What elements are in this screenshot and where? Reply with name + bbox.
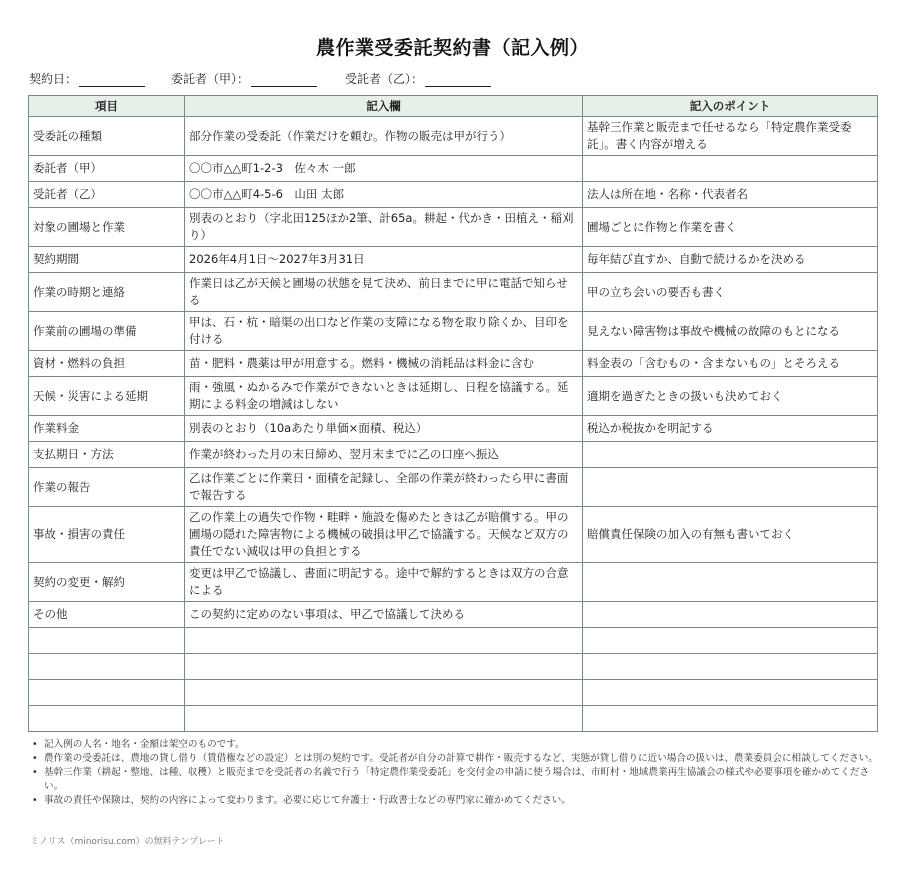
row-item-cell[interactable]: 受託者（乙） bbox=[29, 182, 185, 208]
footer-credit: ミノリス（minorisu.com）の無料テンプレート bbox=[30, 837, 225, 847]
table-row bbox=[29, 680, 878, 706]
table-row bbox=[29, 442, 878, 468]
row-point-cell[interactable] bbox=[583, 468, 878, 507]
contract-date-field[interactable] bbox=[29, 70, 145, 87]
row-entry-cell[interactable]: 雨・強風・ぬかるみで作業ができないときは延期し、日程を協議する。延期による料金の増減はしない bbox=[185, 377, 583, 416]
row-item-cell[interactable] bbox=[29, 706, 185, 732]
row-point-cell[interactable] bbox=[583, 563, 878, 602]
row-entry-cell[interactable]: 作業が終わった月の末日締め、翌月末までに乙の口座へ振込 bbox=[185, 442, 583, 468]
bullet-icon: • bbox=[32, 739, 38, 750]
table-row bbox=[29, 628, 878, 654]
table-row bbox=[29, 377, 878, 416]
table-row bbox=[29, 208, 878, 247]
row-entry-cell[interactable]: 別表のとおり（字北田125ほか2筆、計65a。耕起・代かき・田植え・稲刈り） bbox=[185, 208, 583, 247]
row-item-cell[interactable]: 支払期日・方法 bbox=[29, 442, 185, 468]
row-item-cell[interactable]: 天候・災害による延期 bbox=[29, 377, 185, 416]
row-item-cell[interactable] bbox=[29, 680, 185, 706]
table-row bbox=[29, 654, 878, 680]
row-item-cell[interactable]: 契約の変更・解約 bbox=[29, 563, 185, 602]
row-point-cell[interactable] bbox=[583, 628, 878, 654]
table-row bbox=[29, 563, 878, 602]
row-entry-cell[interactable]: 苗・肥料・農薬は甲が用意する。燃料・機械の消耗品は料金に含む bbox=[185, 351, 583, 377]
contractor-blank[interactable] bbox=[425, 73, 491, 87]
table-row bbox=[29, 156, 878, 182]
row-item-cell[interactable]: 作業の時期と連絡 bbox=[29, 273, 185, 312]
row-point-cell[interactable]: 料金表の「含むもの・含まないもの」とそろえる bbox=[583, 351, 878, 377]
table-row bbox=[29, 182, 878, 208]
contract-date-label: 契約日： bbox=[29, 72, 78, 86]
table-row bbox=[29, 706, 878, 732]
row-item-cell[interactable] bbox=[29, 654, 185, 680]
row-entry-cell[interactable] bbox=[185, 706, 583, 732]
row-entry-cell[interactable] bbox=[185, 628, 583, 654]
header-item: 項目 bbox=[29, 96, 185, 117]
note-text: 記入例の人名・地名・金額は架空のものです。 bbox=[44, 739, 245, 750]
row-entry-cell[interactable]: 乙の作業上の過失で作物・畦畔・施設を傷めたときは乙が賠償する。甲の圃場の隠れた障害物による機械の破損は甲乙で協議する。天候など双方の責任でない減収は甲の負担とする bbox=[185, 507, 583, 563]
notes-list bbox=[30, 738, 880, 808]
row-entry-cell[interactable]: 〇〇市△△町4-5-6 山田 太郎 bbox=[185, 182, 583, 208]
note-text: 事故の責任や保険は、契約の内容によって変わります。必要に応じて弁護士・行政書士などの専門家に確かめてください。 bbox=[44, 795, 571, 806]
table-body bbox=[29, 117, 878, 732]
contract-table bbox=[28, 95, 878, 732]
table-row bbox=[29, 273, 878, 312]
note-item bbox=[30, 794, 880, 808]
row-point-cell[interactable] bbox=[583, 156, 878, 182]
client-label: 委託者（甲）： bbox=[171, 72, 250, 86]
row-item-cell[interactable] bbox=[29, 628, 185, 654]
bullet-icon: • bbox=[32, 753, 38, 764]
row-entry-cell[interactable]: 別表のとおり（10aあたり単価×面積、税込） bbox=[185, 416, 583, 442]
header-point: 記入のポイント bbox=[583, 96, 878, 117]
table-row bbox=[29, 416, 878, 442]
contract-date-blank[interactable] bbox=[79, 73, 145, 87]
row-point-cell[interactable]: 基幹三作業と販売まで任せるなら「特定農作業受委託」。書く内容が増える bbox=[583, 117, 878, 156]
row-entry-cell[interactable]: 変更は甲乙で協議し、書面に明記する。途中で解約するときは双方の合意による bbox=[185, 563, 583, 602]
row-point-cell[interactable]: 適期を過ぎたときの扱いも決めておく bbox=[583, 377, 878, 416]
row-point-cell[interactable]: 法人は所在地・名称・代表者名 bbox=[583, 182, 878, 208]
note-text: 農作業の受委託は、農地の貸し借り（賃借権などの設定）とは別の契約です。受託者が自分の計算で耕作・販売するなど、実態が貸し借りに近い場合の扱いは、農業委員会に相談してください。 bbox=[44, 753, 878, 764]
table-row bbox=[29, 312, 878, 351]
row-point-cell[interactable] bbox=[583, 442, 878, 468]
row-item-cell[interactable]: 対象の圃場と作業 bbox=[29, 208, 185, 247]
note-item bbox=[30, 738, 880, 752]
row-point-cell[interactable] bbox=[583, 602, 878, 628]
row-point-cell[interactable]: 見えない障害物は事故や機械の故障のもとになる bbox=[583, 312, 878, 351]
row-point-cell[interactable] bbox=[583, 706, 878, 732]
row-entry-cell[interactable]: 部分作業の受委託（作業だけを頼む。作物の販売は甲が行う） bbox=[185, 117, 583, 156]
row-entry-cell[interactable]: 乙は作業ごとに作業日・面積を記録し、全部の作業が終わったら甲に書面で報告する bbox=[185, 468, 583, 507]
row-point-cell[interactable]: 賠償責任保険の加入の有無も書いておく bbox=[583, 507, 878, 563]
document-title: 農作業受委託契約書（記入例） bbox=[315, 37, 589, 59]
row-entry-cell[interactable]: 2026年4月1日〜2027年3月31日 bbox=[185, 247, 583, 273]
client-blank[interactable] bbox=[251, 73, 317, 87]
table-row bbox=[29, 351, 878, 377]
row-item-cell[interactable]: 作業料金 bbox=[29, 416, 185, 442]
row-entry-cell[interactable]: 甲は、石・杭・暗渠の出口など作業の支障になる物を取り除くか、目印を付ける bbox=[185, 312, 583, 351]
table-row bbox=[29, 602, 878, 628]
row-entry-cell[interactable]: 作業日は乙が天候と圃場の状態を見て決め、前日までに甲に電話で知らせる bbox=[185, 273, 583, 312]
row-point-cell[interactable] bbox=[583, 680, 878, 706]
note-item bbox=[30, 766, 880, 794]
row-point-cell[interactable]: 圃場ごとに作物と作業を書く bbox=[583, 208, 878, 247]
row-entry-cell[interactable]: この契約に定めのない事項は、甲乙で協議して決める bbox=[185, 602, 583, 628]
row-item-cell[interactable]: 作業の報告 bbox=[29, 468, 185, 507]
table-header-row bbox=[29, 96, 878, 117]
row-item-cell[interactable]: 委託者（甲） bbox=[29, 156, 185, 182]
bullet-icon: • bbox=[32, 795, 38, 806]
table-row bbox=[29, 117, 878, 156]
contractor-field[interactable] bbox=[345, 70, 491, 87]
row-point-cell[interactable]: 毎年結び直すか、自動で続けるかを決める bbox=[583, 247, 878, 273]
row-item-cell[interactable]: 契約期間 bbox=[29, 247, 185, 273]
row-item-cell[interactable]: 資材・燃料の負担 bbox=[29, 351, 185, 377]
row-item-cell[interactable]: 作業前の圃場の準備 bbox=[29, 312, 185, 351]
contract-meta-row bbox=[29, 70, 889, 88]
header-entry: 記入欄 bbox=[185, 96, 583, 117]
table-row bbox=[29, 468, 878, 507]
row-entry-cell[interactable] bbox=[185, 680, 583, 706]
row-item-cell[interactable]: その他 bbox=[29, 602, 185, 628]
row-item-cell[interactable]: 事故・損害の責任 bbox=[29, 507, 185, 563]
contractor-label: 受託者（乙）： bbox=[345, 72, 424, 86]
note-item bbox=[30, 752, 880, 766]
client-field[interactable] bbox=[171, 70, 317, 87]
row-item-cell[interactable]: 受委託の種類 bbox=[29, 117, 185, 156]
row-point-cell[interactable]: 甲の立ち会いの要否も書く bbox=[583, 273, 878, 312]
note-text: 基幹三作業（耕起・整地、は種、収穫）と販売までを受託者の名義で行う「特定農作業受委託」を交付金の申請に使う場合は、市町村・地域農業再生協議会の様式や必要事項を確かめてください。 bbox=[44, 767, 870, 792]
row-entry-cell[interactable] bbox=[185, 654, 583, 680]
bullet-icon: • bbox=[32, 767, 38, 778]
row-point-cell[interactable]: 税込か税抜かを明記する bbox=[583, 416, 878, 442]
row-point-cell[interactable] bbox=[583, 654, 878, 680]
table-row bbox=[29, 247, 878, 273]
table-row bbox=[29, 507, 878, 563]
row-entry-cell[interactable]: 〇〇市△△町1-2-3 佐々木 一郎 bbox=[185, 156, 583, 182]
